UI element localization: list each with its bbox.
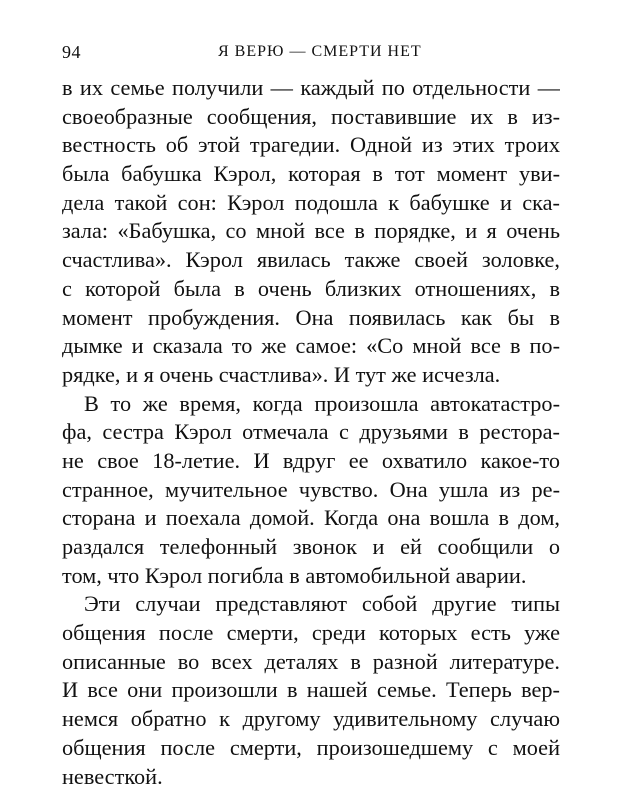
text-line: своеобразные сообщения, поставившие их в из- — [62, 103, 560, 129]
text-line: в их семье получили — каждый по отдельности — — [62, 75, 560, 100]
text-line: с которой была в очень близких отношениях, в — [62, 275, 560, 301]
text-line: счастлива». Кэрол явилась также своей золовке, — [62, 247, 560, 273]
text-line: странное, мучительное чувство. Она ушла из ре- — [62, 476, 560, 502]
text-line: В то же время, когда произошла автокатастро- — [84, 390, 560, 416]
text-line: том, что Кэрол погибла в автомобильной аварии. — [62, 562, 527, 588]
text-line: была бабушка Кэрол, которая в тот момент уви- — [62, 161, 560, 187]
text-line: не свое 18-летие. И вдруг ее охватило какое-то — [62, 447, 560, 473]
text-line: рядке, и я очень счастлива». И тут же исчезла. — [62, 361, 501, 387]
text-line: немся обратно к другому удивительному случаю — [62, 706, 560, 732]
text-line: общения после смерти, произошедшему с моей — [62, 734, 560, 760]
text-line: сторана и поехала домой. Когда она вошла в дом, — [62, 505, 560, 531]
text-line: И все они произошли в нашей семье. Теперь вер- — [62, 677, 560, 703]
page-number: 94 — [62, 42, 81, 62]
text-line: невесткой. — [62, 763, 163, 789]
text-line: раздался телефонный звонок и ей сообщили о — [62, 534, 560, 559]
page-header — [62, 42, 558, 64]
paragraph — [62, 390, 560, 591]
paragraph — [62, 590, 560, 791]
text-line: вестность об этой трагедии. Одной из этих троих — [62, 132, 560, 158]
body-text — [62, 74, 560, 791]
running-title: Я ВЕРЮ — СМЕРТИ НЕТ — [218, 43, 422, 60]
text-line: зала: «Бабушка, со мной все в порядке, и я очень — [62, 218, 560, 244]
text-line: дымке и сказала то же самое: «Со мной все в по- — [62, 333, 560, 359]
paragraph — [62, 74, 560, 390]
text-line: дела такой сон: Кэрол подошла к бабушке и ска- — [62, 189, 560, 215]
text-line: общения после смерти, среди которых есть уже — [62, 620, 560, 646]
text-line: момент пробуждения. Она появилась как бы в — [62, 304, 560, 330]
text-line: фа, сестра Кэрол отмечала с друзьями в рестора- — [62, 419, 560, 445]
text-line: описанные во всех деталях в разной литературе. — [62, 648, 560, 674]
text-line: Эти случаи представляют собой другие типы — [84, 591, 560, 617]
